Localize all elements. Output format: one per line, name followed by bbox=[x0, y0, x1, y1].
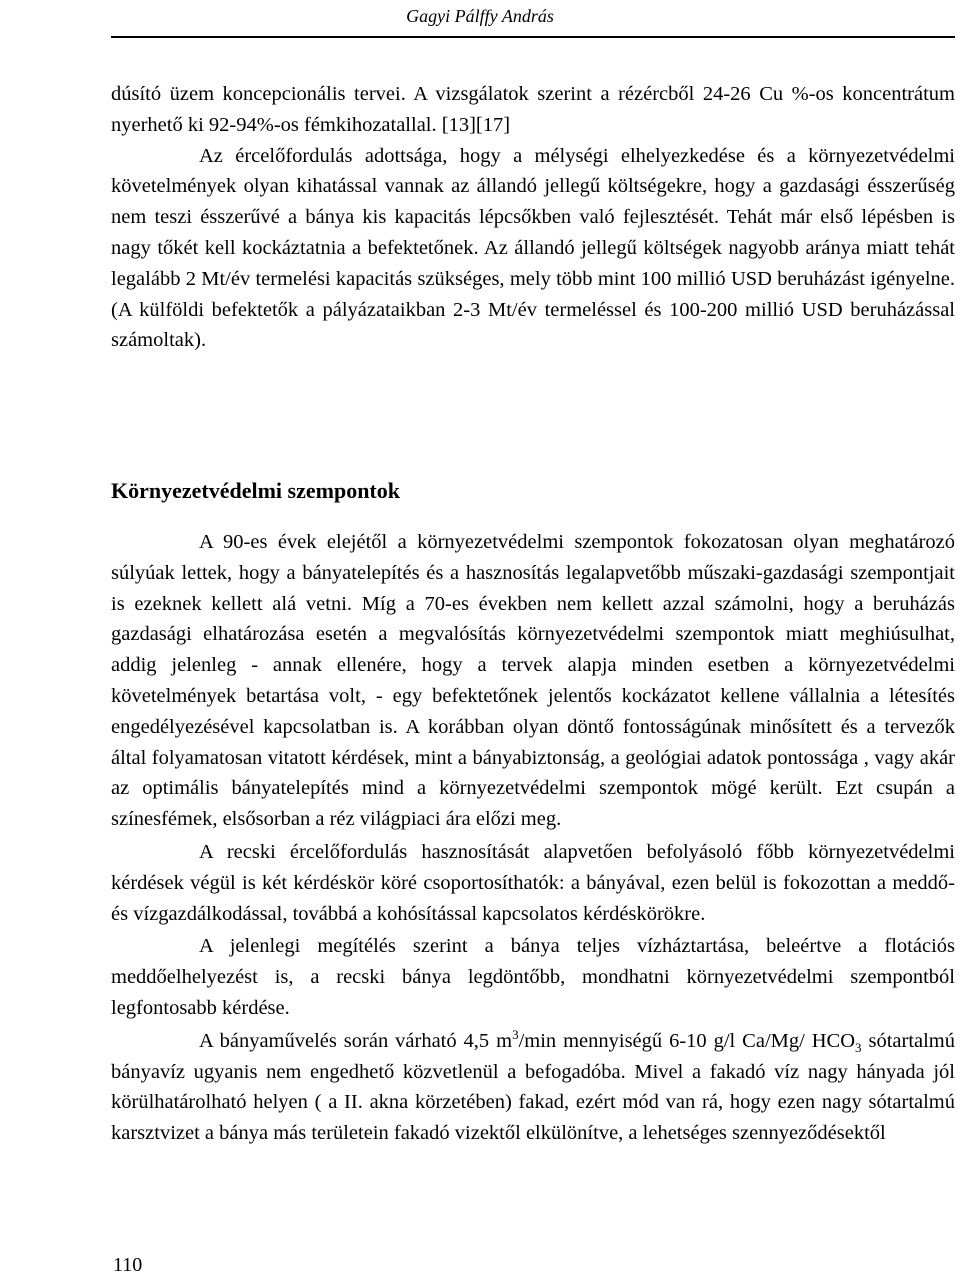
paragraph: A jelenlegi megítélés szerint a bánya teljes vízháztartása, beleértve a flotációs meddőelhelyezést is, a recski bánya legdöntőbb, mondhatni környezetvédelmi szempontból legfontosabb kérdése. bbox=[111, 935, 955, 1019]
superscript: 3 bbox=[512, 1026, 519, 1042]
page-number: 110 bbox=[113, 1254, 143, 1276]
intro-text-block bbox=[111, 79, 955, 356]
running-header-author: Gagyi Pálffy András bbox=[406, 6, 554, 26]
section-heading: Környezetvédelmi szempontok bbox=[111, 478, 400, 503]
paragraph: dúsító üzem koncepcionális tervei. A vizsgálatok szerint a rézércből 24-26 Cu %-os koncentrátum nyerhető ki 92-94%-os fémkihozatallal. [13][17] bbox=[111, 83, 955, 136]
header-divider bbox=[111, 36, 955, 38]
paragraph: A 90-es évek elejétől a környezetvédelmi szempontok fokozatosan olyan meghatározó súlyúak lettek, hogy a bányatelepítés és a hasznosítás legalapvetőbb műszaki-gazdasági szempontjait is ezeknek kellett alá vetni. Míg a 70-es években nem kellett azzal számolni, hogy a beruházás gazdasági elhatározása esetén a megvalósítás környezetvédelmi szempontok miatt meghiúsulhat, addig jelenleg - annak ellenére, hogy a tervek alapja minden esetben a környezetvédelmi követelmények betartása volt, - egy befektetőnek jelentős kockázatot kellene vállalnia a létesítés engedélyezésével kapcsolatban is. A korábban olyan döntő fontosságúnak minősített és a tervezők által folyamatosan vitatott kérdések, mint a bányabiztonság, a geológiai adatok pontossága , vagy akár az optimális bányatelepítés mind a környezetvédelmi szempontok mögé került. Ezt csupán a színesfémek, elsősorban a réz világpiaci ára előzi meg. bbox=[111, 531, 955, 831]
paragraph-text: /min mennyiségű 6-10 g/l Ca/Mg/ HCO bbox=[518, 1029, 856, 1052]
section-body bbox=[111, 527, 955, 1149]
paragraph-text: sótartalmú bányavíz ugyanis nem engedhető közvetlenül a befogadóba. Mivel a fakadó víz nagy hányada jól körülhatárolható helyen ( a II. akna körzetében) fakad, ezért mód van rá, hogy ezen nagy sótartalmú karsztvizet a bánya más területein fakadó vizektől elkülönítve, a lehetséges szennyeződésektől bbox=[111, 1029, 955, 1145]
paragraph-text: A bányaművelés során várható 4,5 m bbox=[199, 1029, 513, 1052]
paragraph-with-formula bbox=[111, 1026, 955, 1149]
paragraph: A recski ércelőfordulás hasznosítását alapvetően befolyásoló főbb környezetvédelmi kérdések végül is két kérdéskör köré csoportosíthatók: a bányával, ezen belül is fokozottan a meddő- és vízgazdálkodással, továbbá a kohósítással kapcsolatos kérdéskörökre. bbox=[111, 840, 955, 925]
subscript: 3 bbox=[855, 1039, 862, 1055]
paragraph: Az ércelőfordulás adottsága, hogy a mélységi elhelyezkedése és a környezetvédelmi követelmények olyan kihatással vannak az állandó jellegű költségekre, hogy a gazdasági ésszerűség nem teszi ésszerűvé a bánya kis kapacitás lépcsőkben való fejlesztését. Tehát már első lépésben is nagy tőkét kell kockáztatnia a befektetőnek. Az állandó jellegű költségek nagyobb aránya miatt tehát legalább 2 Mt/év termelési kapacitás szükséges, mely több mint 100 millió USD beruházást igényelne. (A külföldi befektetők a pályázataikban 2-3 Mt/év termeléssel és 100-200 millió USD beruházással számoltak). bbox=[111, 144, 955, 352]
